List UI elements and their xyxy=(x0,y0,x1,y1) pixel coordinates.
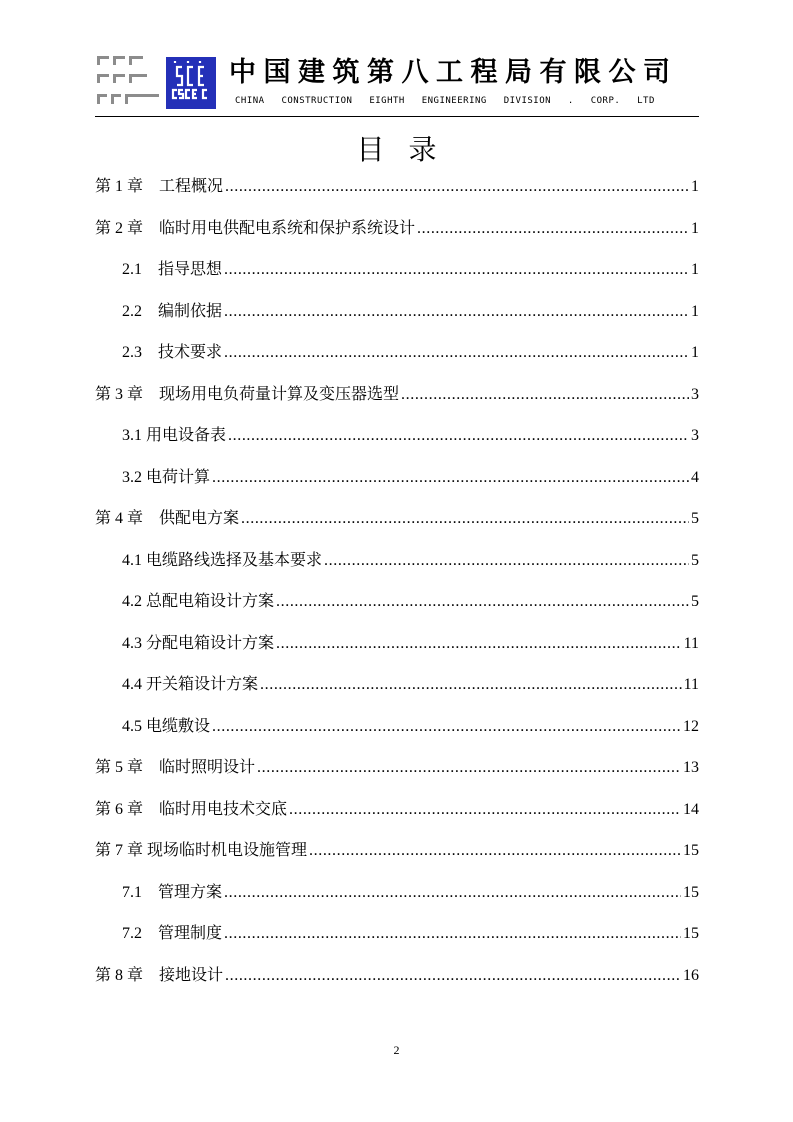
toc-leader-dots xyxy=(224,883,681,903)
toc-entry-section-4-4[interactable] xyxy=(122,671,699,695)
toc-leader-dots xyxy=(241,509,689,529)
toc-leader-dots xyxy=(257,758,681,778)
toc-entry-chapter-5[interactable] xyxy=(95,754,699,778)
toc-entry-label: 4.3 分配电箱设计方案 xyxy=(122,634,275,652)
toc-entry-page: 11 xyxy=(683,634,699,652)
toc-entry-label: 第 2 章 临时用电供配电系统和保护系统设计 xyxy=(95,219,416,237)
toc-entry-section-7-2[interactable] xyxy=(122,920,699,944)
toc-leader-dots xyxy=(417,219,689,239)
toc-entry-label: 4.2 总配电箱设计方案 xyxy=(122,593,275,610)
toc-entry-label: 2.2 编制依据 xyxy=(122,302,223,320)
toc-entry-page: 3 xyxy=(691,385,699,403)
company-logo-lines-icon xyxy=(97,56,159,106)
company-name-en xyxy=(235,96,655,106)
toc-leader-dots xyxy=(212,468,689,488)
toc-entry-label: 第 5 章 临时照明设计 xyxy=(95,759,256,776)
toc-entry-label: 2.3 技术要求 xyxy=(122,344,223,361)
toc-entry-label: 7.2 管理制度 xyxy=(122,925,223,942)
company-name-en-word: ENGINEERING xyxy=(421,96,487,106)
toc-leader-dots xyxy=(324,551,689,571)
toc-entry-label: 7.1 管理方案 xyxy=(122,883,223,901)
toc-entry-label: 第 3 章 现场用电负荷量计算及变压器选型 xyxy=(95,385,400,403)
toc-entry-label: 4.4 开关箱设计方案 xyxy=(122,676,259,693)
toc-leader-dots xyxy=(224,302,689,322)
toc-entry-page: 1 xyxy=(691,344,699,361)
toc-entry-page: 1 xyxy=(691,178,699,195)
toc-entry-section-2-2[interactable] xyxy=(122,298,699,322)
toc-entry-page: 15 xyxy=(683,925,699,942)
toc-entry-page: 3 xyxy=(691,427,699,444)
toc-leader-dots xyxy=(225,177,689,197)
toc-leader-dots xyxy=(289,800,681,820)
toc-entry-chapter-7[interactable] xyxy=(95,837,699,861)
toc-entry-page: 12 xyxy=(683,717,699,735)
toc-entry-page: 1 xyxy=(691,219,699,237)
cscec-logo xyxy=(166,57,216,109)
toc-entry-label: 第 7 章 现场临时机电设施管理 xyxy=(95,842,308,859)
toc-leader-dots xyxy=(225,966,681,986)
company-name-en-word: CHINA xyxy=(235,96,265,106)
toc-entry-label: 第 1 章 工程概况 xyxy=(95,178,224,195)
toc-entry-section-4-2[interactable] xyxy=(122,588,699,612)
toc-entry-page: 15 xyxy=(683,842,699,859)
toc-entry-label: 第 4 章 供配电方案 xyxy=(95,510,240,527)
toc-leader-dots xyxy=(212,717,681,737)
toc-leader-dots xyxy=(224,924,681,944)
company-name-en-word: EIGHTH xyxy=(369,96,405,106)
toc-leader-dots xyxy=(309,841,681,861)
toc-entry-label: 第 6 章 临时用电技术交底 xyxy=(95,800,288,818)
header-divider xyxy=(95,116,699,117)
toc-entry-page: 5 xyxy=(691,510,699,527)
toc-entry-section-4-5[interactable] xyxy=(122,713,699,737)
toc-leader-dots xyxy=(224,343,689,363)
toc-leader-dots xyxy=(276,592,689,612)
toc-entry-section-3-1[interactable] xyxy=(122,422,699,446)
toc-entry-section-4-1[interactable] xyxy=(122,547,699,571)
toc-entry-page: 5 xyxy=(691,593,699,610)
toc-entry-chapter-6[interactable] xyxy=(95,796,699,820)
toc-entry-section-7-1[interactable] xyxy=(122,879,699,903)
toc-entry-label: 4.1 电缆路线选择及基本要求 xyxy=(122,551,323,569)
toc-entry-label: 3.1 用电设备表 xyxy=(122,427,227,444)
toc-leader-dots xyxy=(276,634,682,654)
toc-entry-page: 11 xyxy=(683,676,699,693)
toc-entry-chapter-8[interactable] xyxy=(95,962,699,986)
toc-entry-chapter-2[interactable] xyxy=(95,215,699,239)
toc-entry-chapter-1[interactable] xyxy=(95,173,699,197)
toc-entry-section-4-3[interactable] xyxy=(122,630,699,654)
company-name-en-word: LTD xyxy=(637,96,655,106)
toc-leader-dots xyxy=(401,385,689,405)
cscec-logo-icon xyxy=(166,57,216,109)
company-name-cn: 中国建筑第八工程局有限公司 xyxy=(229,57,678,88)
toc-entry-label: 3.2 电荷计算 xyxy=(122,468,211,486)
toc-entry-section-3-2[interactable] xyxy=(122,464,699,488)
toc-entry-page: 15 xyxy=(683,883,699,901)
toc-entry-label: 4.5 电缆敷设 xyxy=(122,717,211,735)
toc-leader-dots xyxy=(260,675,682,695)
toc-entry-page: 5 xyxy=(691,551,699,569)
toc-entry-label: 2.1 指导思想 xyxy=(122,261,223,278)
toc-entry-chapter-3[interactable] xyxy=(95,381,699,405)
toc-entry-page: 1 xyxy=(691,261,699,278)
toc-entry-page: 1 xyxy=(691,302,699,320)
toc-leader-dots xyxy=(224,260,689,280)
toc-entry-chapter-4[interactable] xyxy=(95,505,699,529)
page-header xyxy=(95,52,699,114)
company-name-en-word: CORP. xyxy=(590,96,621,106)
toc-title: 目录 xyxy=(356,133,461,166)
company-name-en-word: . xyxy=(567,96,574,106)
company-name-en-word: DIVISION xyxy=(503,96,552,106)
toc-entry-section-2-1[interactable] xyxy=(122,256,699,280)
company-name-en-word: CONSTRUCTION xyxy=(281,96,353,106)
toc-entry-page: 16 xyxy=(683,966,699,984)
toc-entry-label: 第 8 章 接地设计 xyxy=(95,966,224,984)
toc-leader-dots xyxy=(228,426,689,446)
toc-entry-section-2-3[interactable] xyxy=(122,339,699,363)
toc-entry-page: 14 xyxy=(683,800,699,818)
toc-entry-page: 13 xyxy=(683,759,699,776)
page-number: 2 xyxy=(393,1043,400,1057)
toc-entry-page: 4 xyxy=(691,468,699,486)
